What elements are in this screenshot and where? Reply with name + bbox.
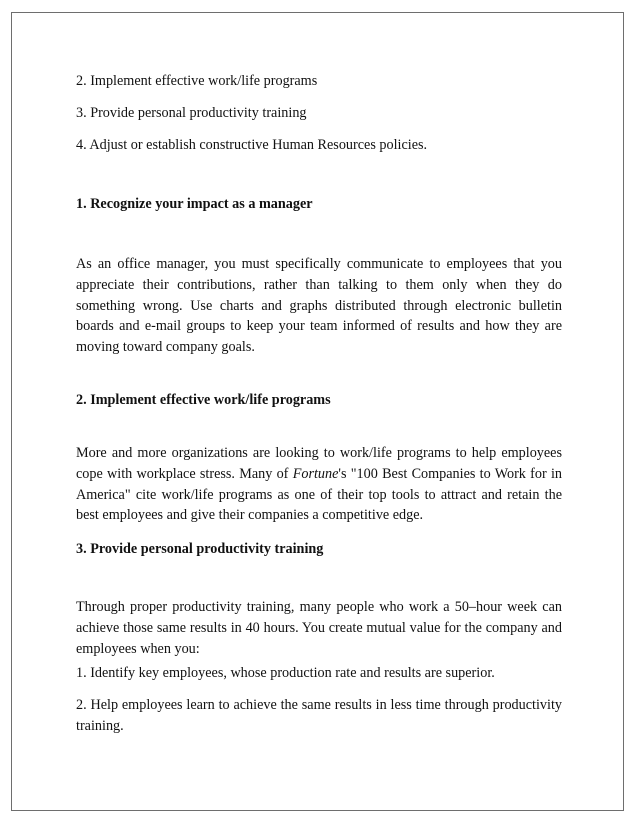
- page-border: [11, 12, 624, 811]
- intro-list-item: 4. Adjust or establish constructive Human Resources policies.: [76, 137, 428, 153]
- section-1-body: As an office manager, you must specifically communicate to employees that you appreciate their contributions, rather than talking to them only when they do something wrong. Use charts and graphs distributed through electronic bulletin boards and e-mail groups to keep your team informed of results and how they are moving toward company goals.: [76, 256, 562, 356]
- section-2-body: [76, 443, 562, 526]
- section-2-body-text: More and more organizations are looking to work/life programs to help employees cope with workplace stress. Many of: [76, 445, 562, 482]
- section-2-heading: 2. Implement effective work/life programs: [76, 392, 331, 408]
- intro-list-item: 2. Implement effective work/life programs: [76, 73, 318, 89]
- section-3-heading: 3. Provide personal productivity training: [76, 541, 324, 557]
- section-3-body: Through proper productivity training, many people who work a 50–hour week can achieve those same results in 40 hours. You create mutual value for the company and employees when you:: [76, 599, 562, 657]
- section-2-body-text-end: 's "100 Best Companies to Work for in America" cite work/life programs as one of their top tools to attract and retain the best employees and give their companies a competitive edge.: [76, 465, 562, 524]
- section-2-body-italic: Fortune: [292, 465, 339, 482]
- section-3-list-item: 1. Identify key employees, whose production rate and results are superior.: [76, 665, 495, 681]
- section-3-list-item: 2. Help employees learn to achieve the same results in less time through productivity training.: [76, 697, 562, 734]
- intro-list-item: 3. Provide personal productivity training: [76, 105, 307, 121]
- section-1-heading: 1. Recognize your impact as a manager: [76, 196, 313, 212]
